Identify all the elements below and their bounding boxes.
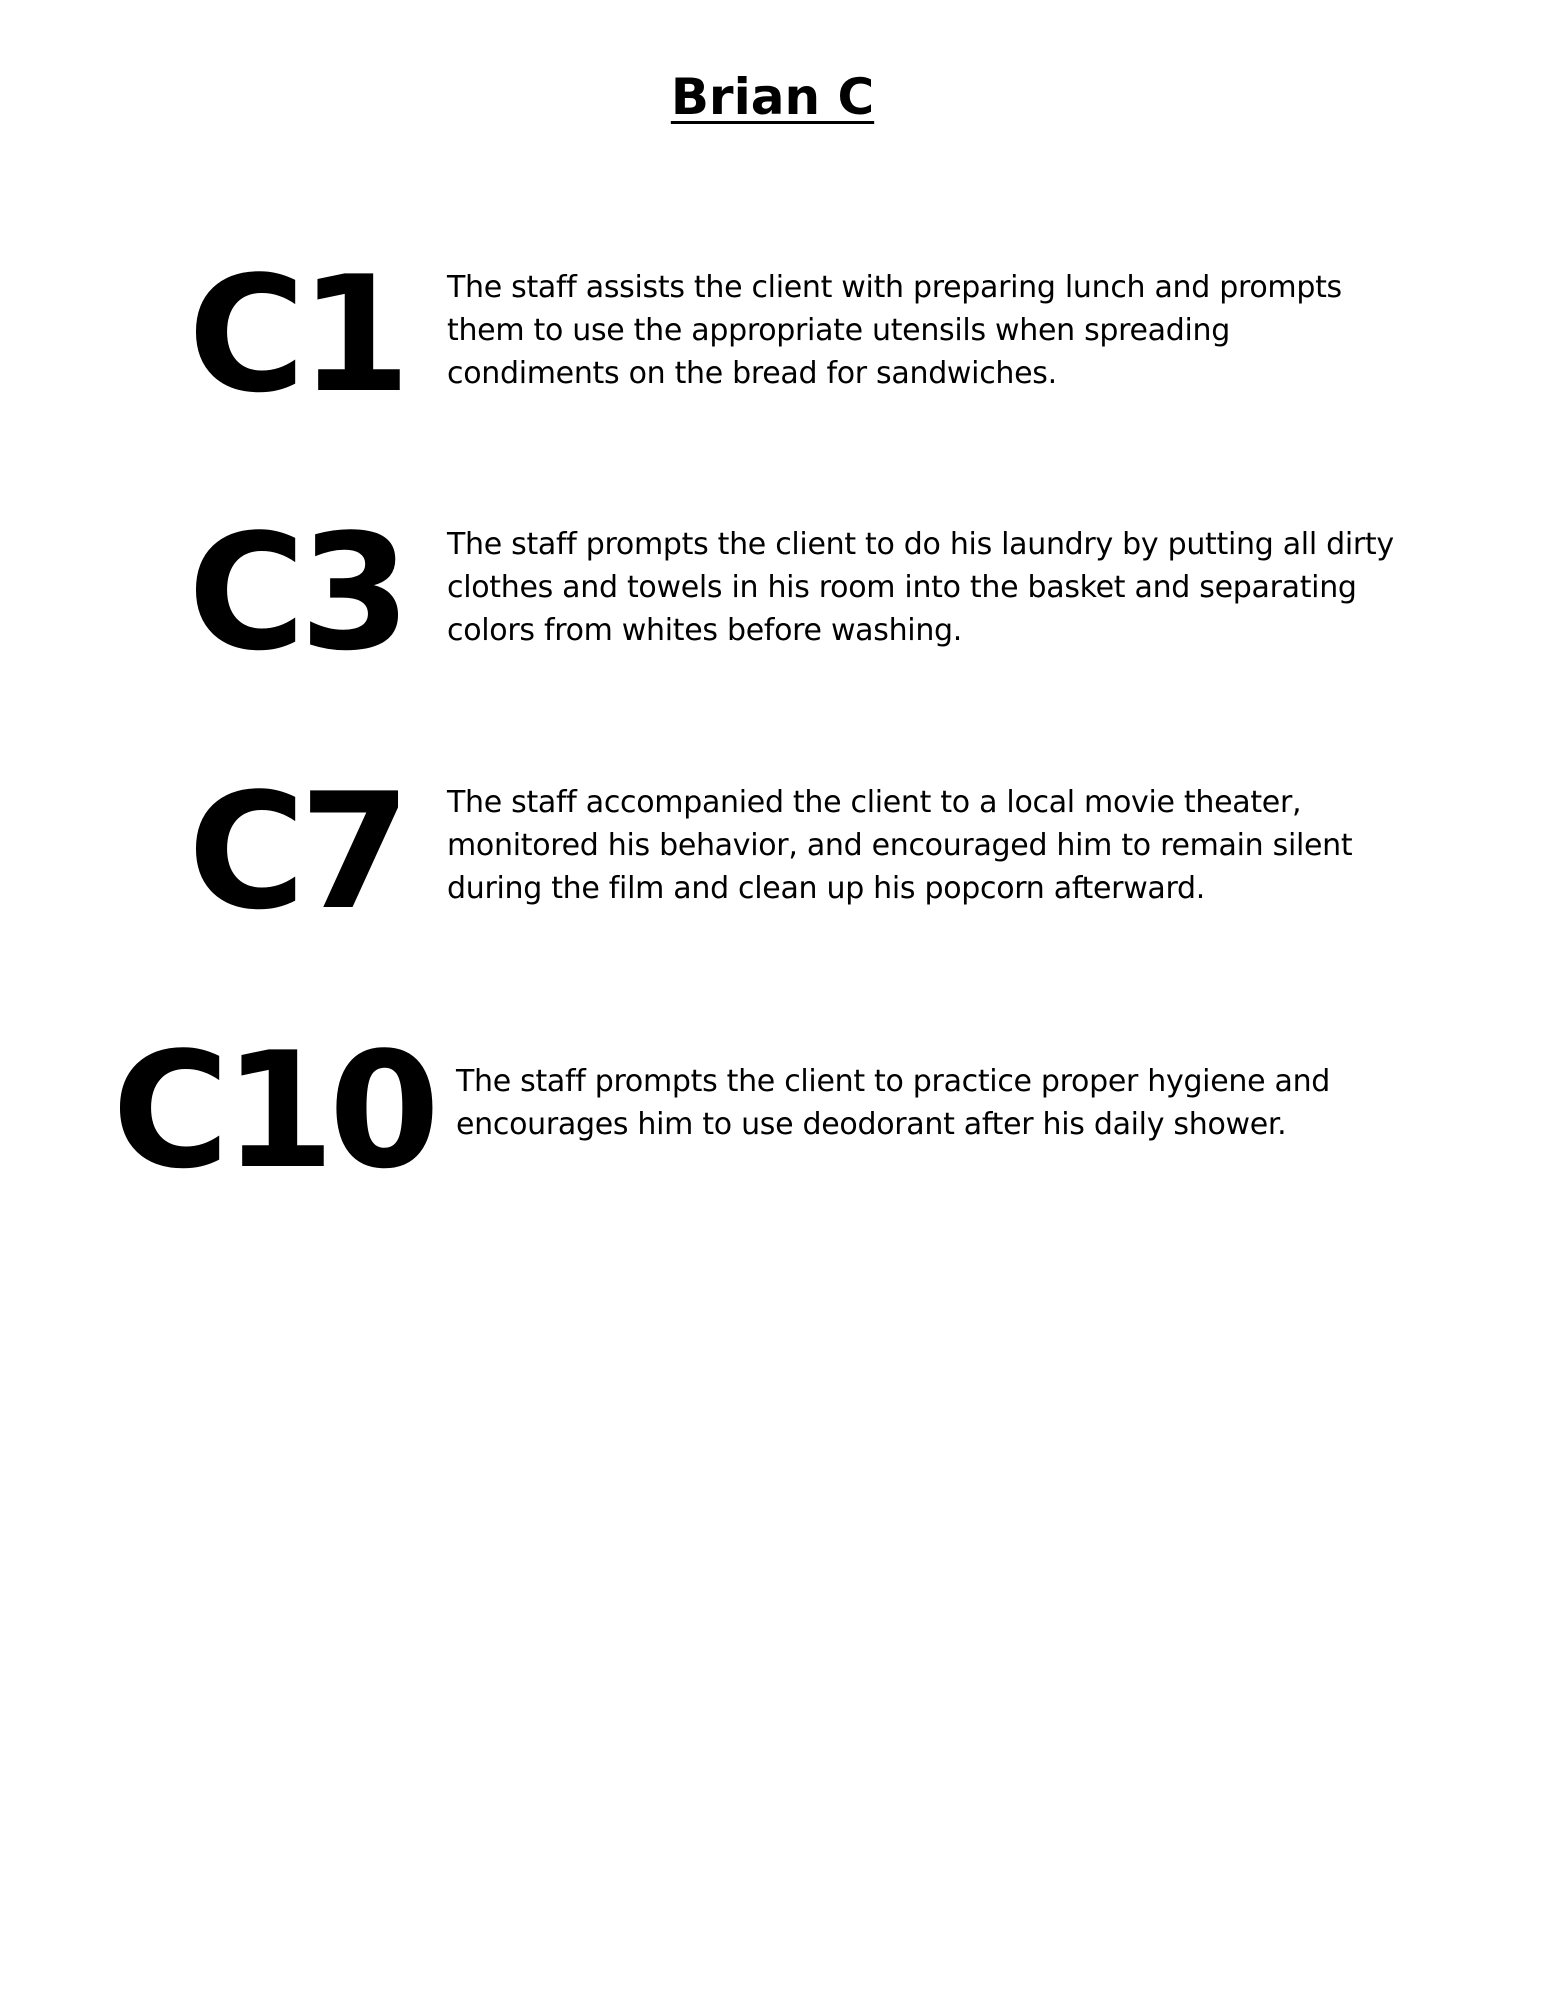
entry-code-c1: C1 (188, 241, 405, 428)
entry-description-c1: The staff assists the client with preparing lunch and prompts them to use the appropriate utensils when spreading condiments on the bread for sandwiches. (447, 270, 1342, 391)
entry-description-c10: The staff prompts the client to practice proper hygiene and encourages him to use deodorant after his daily shower. (456, 1064, 1331, 1142)
entry-code-c3: C3 (188, 499, 405, 686)
entry-description-c3: The staff prompts the client to do his laundry by putting all dirty clothes and towels in his room into the basket and separating colors from whites before washing. (447, 527, 1394, 648)
entry-code-c7: C7 (188, 758, 405, 945)
entry-description-c7: The staff accompanied the client to a local movie theater, monitored his behavior, and encouraged him to remain silent during the film and clean up his popcorn afterward. (447, 785, 1353, 906)
entry-code-c10: C10 (112, 1017, 435, 1204)
page-title: Brian C (670, 68, 875, 126)
